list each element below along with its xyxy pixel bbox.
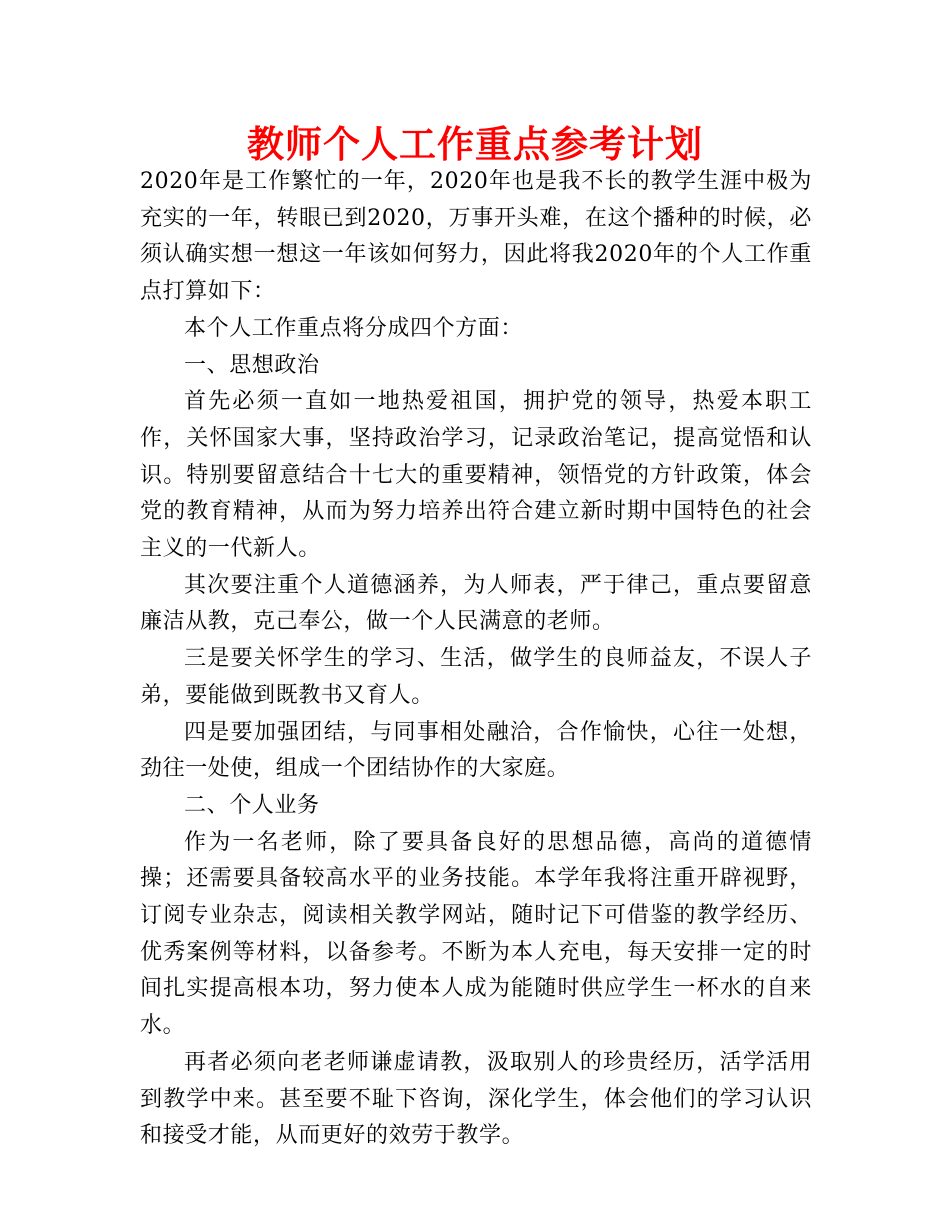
paragraph-overview: 本个人工作重点将分成四个方面：	[184, 315, 524, 341]
paragraph-professional-learning: 再者必须向老老师谦虚请教，汲取别人的珍贵经历，活学活用到教学中来。甚至要不耻下咨询，深化学生，体会他们的学习认识和接受才能，从而更好的效劳于教学。	[140, 1049, 812, 1149]
paragraph-intro: 2020年是工作繁忙的一年，2020年也是我不长的教学生涯中极为充实的一年，转眼已到2020，万事开头难，在这个播种的时候，必须认确实想一想这一年该如何努力，因此将我2020年的个人工作重点打算如下：	[140, 169, 812, 305]
paragraph-ideology-first: 首先必须一直如一地热爱祖国，拥护党的领导，热爱本职工作，关怀国家大事，坚持政治学习，记录政治笔记，提高觉悟和认识。特别要留意结合十七大的重要精神，领悟党的方针政策，体会党的教育精神，从而为努力培养出符合建立新时期中国特色的社会主义的一代新人。	[140, 389, 812, 562]
document-title: 教师个人工作重点参考计划	[247, 122, 703, 166]
paragraph-professional-skills: 作为一名老师，除了要具备良好的思想品德，高尚的道德情操；还需要具备较高水平的业务技能。本学年我将注重开辟视野，订阅专业杂志，阅读相关教学网站，随时记下可借鉴的教学经历、优秀案例等材料，以备参考。不断为本人充电，每天安排一定的时间扎实提高根本功，努力使本人成为能随时供应学生一杯水的自来水。	[140, 829, 812, 1039]
paragraph-ideology-second: 其次要注重个人道德涵养，为人师表，严于律己，重点要留意廉洁从教，克己奉公，做一个人民满意的老师。	[140, 572, 812, 635]
paragraph-ideology-fourth: 四是要加强团结，与同事相处融洽，合作愉快，心往一处想，劲往一处使，组成一个团结协作的大家庭。	[140, 719, 812, 782]
section-heading-ideology: 一、思想政治	[184, 352, 320, 378]
section-heading-professional: 二、个人业务	[184, 792, 320, 818]
paragraph-ideology-third: 三是要关怀学生的学习、生活，做学生的良师益友，不误人子弟，要能做到既教书又育人。	[140, 646, 812, 708]
document-body	[140, 164, 812, 1155]
